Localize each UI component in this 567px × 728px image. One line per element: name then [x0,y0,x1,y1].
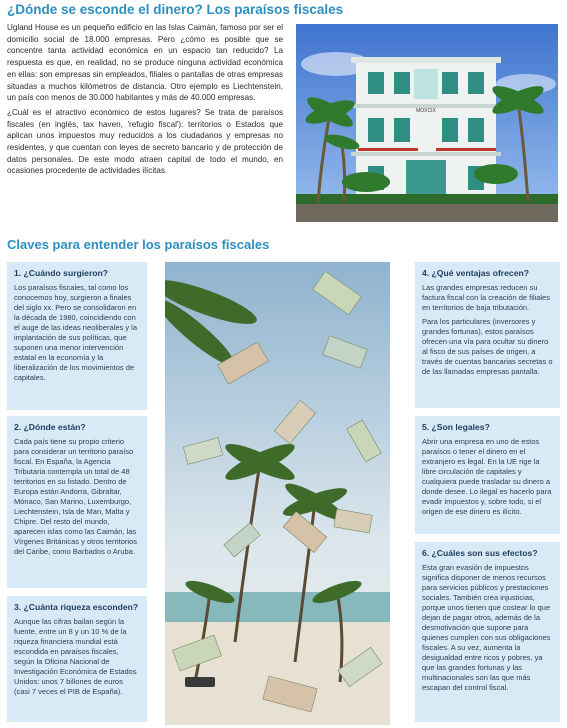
beach-money-illustration [165,262,390,725]
intro-text [7,22,283,180]
box-son-legales [415,416,560,534]
ugland-house-photo [296,24,558,222]
box-text: Esta gran evasión de impuestos significa disponer de menos recursos para servicios públicos y prestaciones sociales. También crea injusticias, porque unos tienen que costear lo que dejan de pagar otros, además de la desmotivación que supone para quienes cumplen con sus obligaciones fiscales. A su vez, aumenta la desigualdad entre ricos y pobres, ya que las grandes fortunas y las multinacionales son las que más escapan del control fiscal. [422,563,551,692]
box-text: Las grandes empresas reducen su factura fiscal con la creación de filiales en territorios de baja tributación. [422,283,550,312]
box-text: Cada país tiene su propio criterio para considerar un territorio paraíso fiscal. En España, la Agencia Tributaria contempla un total de 48 territorios en su listado. Dentro de Europa están Andorra, Gibraltar, Mónaco, San Marino, Luxemburgo, Liechtenstein, Isla de Man, Malta y Chipre. Del resto del mundo, aparecen islas como las Caimán, las Vírgenes Británicas y otros territorios del Caribe, como Barbados o Aruba. [14,437,137,556]
box-title: 5. ¿Son legales? [422,422,490,432]
box-text: Aunque las cifras bailan según la fuente, entre un 8 y un 10 % de la riqueza financiera mundial está escondida en paraísos fiscales, según la Oficina Nacional de Investigación Económica de Estados Unidos: unos 7 billones de euros (casi 7 veces el PIB de España). [14,617,137,696]
box-title: 1. ¿Cuándo surgieron? [14,268,109,278]
section-title: ¿Dónde se esconde el dinero? Los paraísos fiscales [7,2,344,17]
box-text: Los paraísos fiscales, tal como los conocemos hoy, surgieron a finales del siglo xx. Pero se consolidaron en la década de 1980, coincidiendo con el auge de las ideas neoliberales y la implantación de sus políticas, que suponen una menor intervención estatal en la economía y la liberalización de los movimientos de capitales. [14,283,137,382]
intro-paragraph-1: Ugland House es un pequeño edificio en las Islas Caimán, famoso por ser el domicilio social de 18.000 empresas. Pero ¿cómo es posible que se concentre tanta actividad económica en un espacio tan reducido? La respuesta es que, en realidad, no se produce ninguna actividad económica en ellas: son empresas sin empleados, filiales o pantallas de otras empresas situadas a muchos kilómetros de distancia. Otro ejemplo es Liechtenstein, un país con menos de 30.000 habitantes y más de 40.000 empresas. [7,23,283,103]
box-text: Abrir una empresa en uno de estos paraísos o tener el dinero en el extranjero es legal. En la UE rige la libre circulación de capitales y cualquiera puede trasladar su dinero a donde desee. Lo ilegal es hacerlo para evadir impuestos y, sobre todo, si el origen de ese dinero es ilícito. [422,437,552,516]
box-title: 4. ¿Qué ventajas ofrecen? [422,268,529,278]
palm-beach-banknotes [165,262,390,725]
intro-paragraph-2: ¿Cuál es el atractivo económico de estos lugares? Se trata de paraísos fiscales (en inglés, tax haven, 'refugio fiscal'): territorios o Estados que aplican unos impuestos muy reducidos a los ciudadanos y empresas no residentes, y que cuentan con leyes de secreto bancario y de protección de datos personales. De este modo atraen capital de todo el mundo, en ocasiones procedente de actividades ilícitas. [7,107,283,176]
box-donde-estan [7,416,147,588]
box-text: Para los particulares (inversores y grandes fortunas), estos paraísos ofrecen una vía para ocultar su dinero al fisco de sus países de origen, a través de cuentas bancarias secretas o de las llamadas empresas pantalla. [422,317,553,376]
claves-title: Claves para entender los paraísos fiscales [7,237,270,252]
box-title: 6. ¿Cuáles son sus efectos? [422,548,538,558]
box-cuanta-riqueza [7,596,147,722]
box-cuales-efectos [415,542,560,722]
box-cuando-surgieron [7,262,147,410]
building-sign: MOXCIX [416,108,436,114]
box-title: 2. ¿Dónde están? [14,422,86,432]
box-title: 3. ¿Cuánta riqueza esconden? [14,602,139,612]
building-illustration [296,24,558,222]
box-que-ventajas [415,262,560,408]
